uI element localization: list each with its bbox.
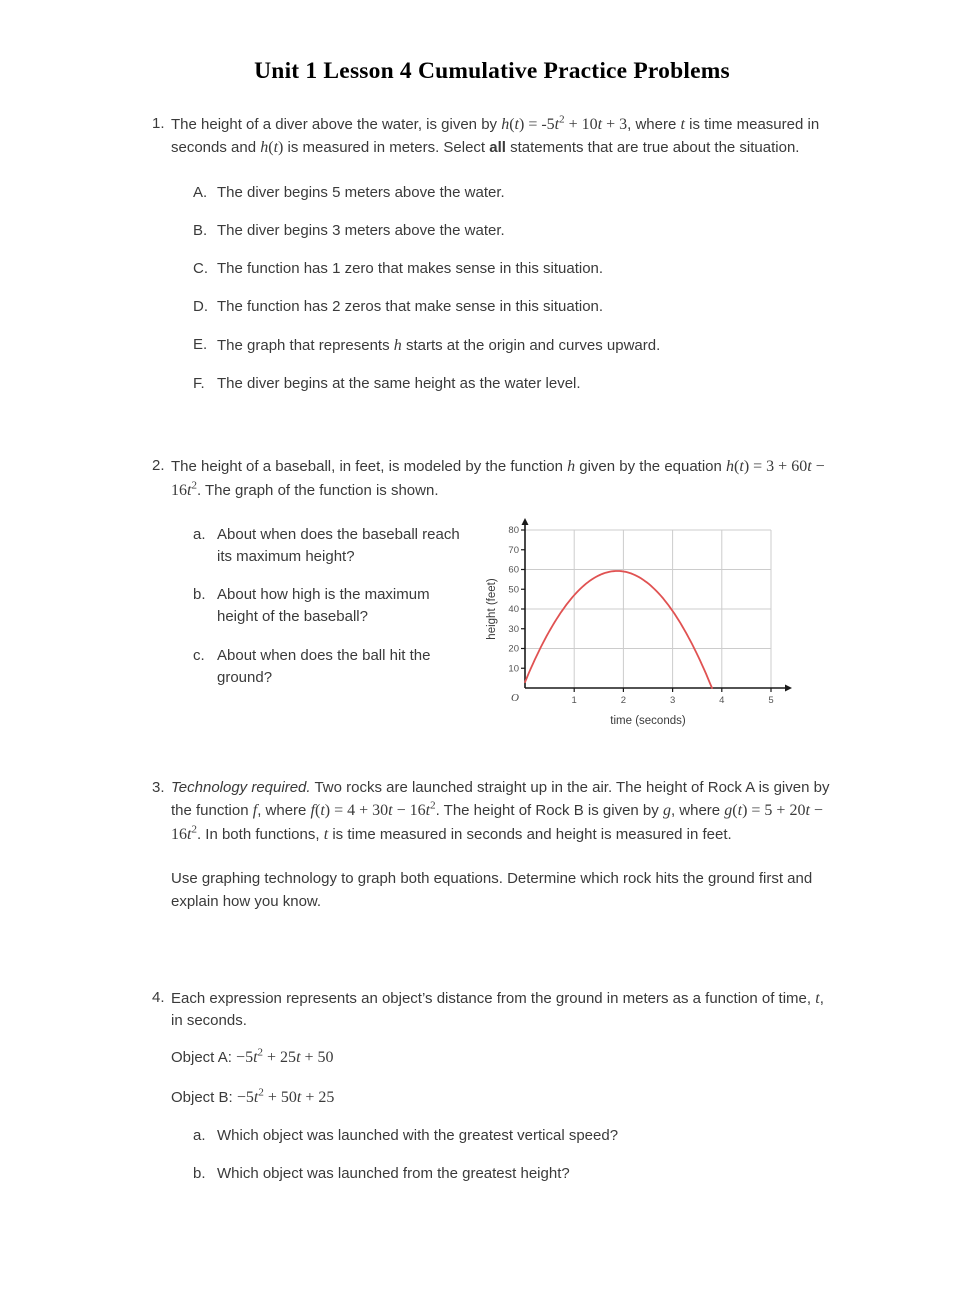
option-a <box>193 182 832 204</box>
svg-text:O: O <box>511 692 519 705</box>
question-4a-label: a. <box>193 1127 206 1145</box>
svg-text:20: 20 <box>508 644 519 656</box>
problem-1-number: 1. <box>152 114 165 132</box>
svg-text:30: 30 <box>508 624 519 636</box>
problem-4-questions <box>171 1125 832 1185</box>
option-c-text: The function has 1 zero that makes sense in this situation. <box>217 259 604 277</box>
question-4a <box>193 1125 832 1147</box>
svg-text:1: 1 <box>571 695 577 707</box>
page-title: Unit 1 Lesson 4 Cumulative Practice Problems <box>254 58 730 84</box>
question-2c-text: About when does the ball hit the ground? <box>217 646 431 686</box>
problem-3-text-2: Use graphing technology to graph both equations. Determine which rock hits the ground first and explain how you know. <box>171 870 813 910</box>
problem-2-body <box>171 455 832 737</box>
problem-3 <box>152 777 832 912</box>
baseball-height-graph <box>485 516 797 730</box>
object-b-expression: Object B: $-5t^2 + 50t + 25$ <box>171 1086 335 1106</box>
problem-1-text: The height of a diver above the water, is given by $h(t) = -5t^2 + 10t + 3$, where t is time measured in seconds and h(t) is measured in meters. Select all statements that are true about the situation. <box>171 113 820 157</box>
svg-text:80: 80 <box>508 525 519 537</box>
problem-1 <box>152 113 832 412</box>
question-2c-label: c. <box>193 646 205 664</box>
option-c-label: C. <box>193 259 208 277</box>
option-e <box>193 334 832 358</box>
option-b <box>193 220 832 242</box>
svg-text:height (feet): height (feet) <box>486 578 498 641</box>
problem-4 <box>152 987 832 1202</box>
option-f-text: The diver begins at the same height as the water level. <box>217 375 581 393</box>
svg-text:time (seconds): time (seconds) <box>610 715 686 728</box>
object-a-expression: Object A: $-5t^2 + 25t + 50$ <box>171 1046 334 1067</box>
option-f-label: F. <box>193 375 205 393</box>
problem-3-number: 3. <box>152 779 165 797</box>
problem-3-body <box>171 777 832 912</box>
svg-text:5: 5 <box>768 695 774 707</box>
option-d <box>193 296 832 318</box>
option-e-label: E. <box>193 335 208 353</box>
svg-text:2: 2 <box>620 695 627 707</box>
problem-2-text: The height of a baseball, in feet, is modeled by the function h given by the equation $h(t) = 3 + 60t - 16t^2$. The graph of the function is shown. <box>171 458 825 499</box>
svg-text:70: 70 <box>508 545 519 557</box>
problem-2-questions <box>171 524 471 704</box>
option-e-text: The graph that represents h starts at the origin and curves upward. <box>217 336 661 354</box>
question-2a <box>193 524 471 568</box>
problem-3-text-1: Technology required. Two rocks are launched straight up in the air. The height of Rock A is given by the function f, where $f(t) = 4 + 30t - 16t^2$. The height of Rock B is given by g, where $g(t) = 5 + 20t - 16t^2$. In both functions, t is time measured in seconds and height is measured in feet. <box>171 779 830 843</box>
question-4b-label: b. <box>193 1165 206 1183</box>
question-4b-text: Which object was launched from the greatest height? <box>217 1165 570 1183</box>
problem-2 <box>152 455 832 737</box>
svg-text:60: 60 <box>508 565 519 577</box>
option-f <box>193 373 832 395</box>
svg-text:3: 3 <box>669 695 676 707</box>
problem-4-text: Each expression represents an object’s distance from the ground in meters as a function of time, t, in seconds. <box>171 989 824 1030</box>
problem-4-number: 4. <box>152 988 165 1006</box>
option-b-label: B. <box>193 221 208 239</box>
option-d-label: D. <box>193 297 208 315</box>
option-a-label: A. <box>193 183 208 201</box>
question-2b-label: b. <box>193 586 206 604</box>
svg-text:50: 50 <box>508 584 519 596</box>
problem-4-body <box>171 987 832 1202</box>
problem-2-columns <box>171 524 832 737</box>
question-4a-text: Which object was launched with the greatest vertical speed? <box>217 1127 619 1145</box>
question-2a-label: a. <box>193 526 206 544</box>
question-2b <box>193 584 471 628</box>
question-4b <box>193 1163 832 1185</box>
option-d-text: The function has 2 zeros that make sense in this situation. <box>217 297 604 315</box>
problem-1-body <box>171 113 832 412</box>
problem-1-options <box>171 182 832 396</box>
option-a-text: The diver begins 5 meters above the water. <box>217 183 505 201</box>
option-b-text: The diver begins 3 meters above the water. <box>217 221 505 239</box>
question-2b-text: About how high is the maximum height of the baseball? <box>217 586 430 626</box>
question-2c <box>193 645 471 689</box>
baseball-height-chart <box>485 516 797 737</box>
svg-text:4: 4 <box>719 695 725 707</box>
question-2a-text: About when does the baseball reach its maximum height? <box>217 526 460 566</box>
svg-text:40: 40 <box>508 604 519 616</box>
option-c <box>193 258 832 280</box>
problem-2-number: 2. <box>152 457 165 475</box>
svg-text:10: 10 <box>508 663 519 675</box>
